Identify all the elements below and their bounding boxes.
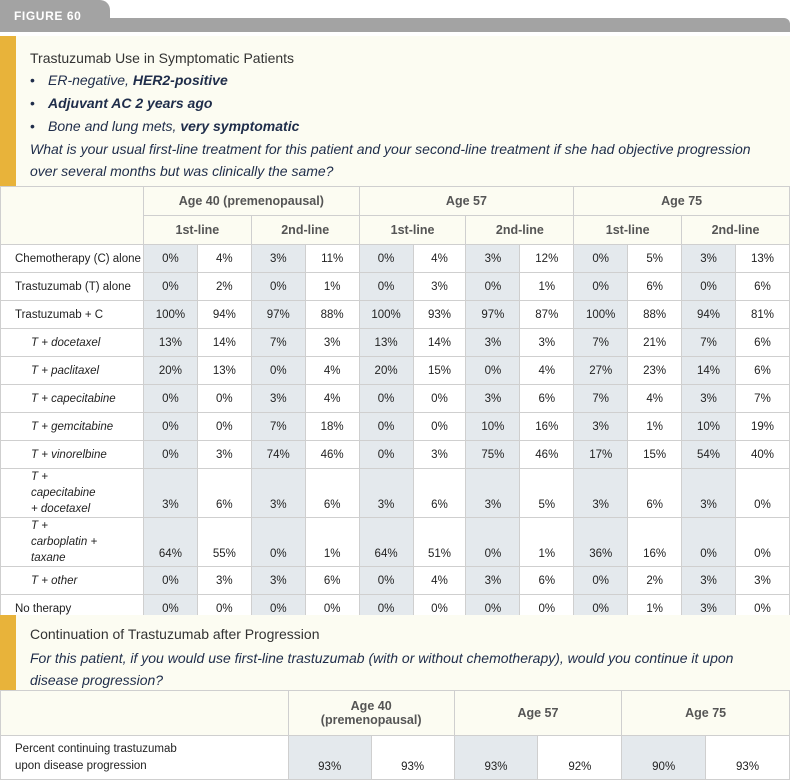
value-cell: 3%	[251, 385, 305, 413]
case-box	[0, 36, 790, 186]
value-cell: 0%	[143, 441, 197, 469]
row-label: T + carboplatin + taxane	[1, 518, 144, 567]
table-row	[1, 357, 790, 385]
value-cell: 3%	[305, 329, 359, 357]
value-cell: 3%	[735, 567, 789, 595]
value-cell: 100%	[143, 301, 197, 329]
value-cell: 6%	[628, 273, 682, 301]
value-cell: 0%	[574, 245, 628, 273]
value-cell: 6%	[413, 469, 466, 518]
table-row	[1, 441, 790, 469]
value-cell: 81%	[735, 301, 789, 329]
value-cell: 3%	[413, 273, 466, 301]
value-cell: 6%	[735, 273, 789, 301]
value-cell: 0%	[520, 595, 574, 623]
value-cell: 14%	[197, 329, 251, 357]
value-cell: 3%	[466, 245, 520, 273]
value-cell: 1%	[628, 595, 682, 623]
value-cell: 6%	[735, 357, 789, 385]
value-cell: 94%	[197, 301, 251, 329]
value-cell: 3%	[251, 567, 305, 595]
value-cell: 3%	[682, 567, 736, 595]
value-cell: 3%	[143, 469, 197, 518]
value-cell: 13%	[735, 245, 789, 273]
value-cell: 87%	[520, 301, 574, 329]
group-header-age40: Age 40 (premenopausal)	[143, 187, 359, 216]
value-cell: 0%	[143, 413, 197, 441]
value-cell: 3%	[682, 595, 736, 623]
value-cell: 88%	[628, 301, 682, 329]
table-row	[1, 385, 790, 413]
value-cell: 51%	[413, 518, 466, 567]
value-cell: 93%	[706, 736, 790, 780]
value-cell: 4%	[305, 357, 359, 385]
subheader: 1st-line	[574, 216, 682, 245]
row-label: No therapy	[1, 595, 144, 623]
table-row	[1, 273, 790, 301]
value-cell: 0%	[359, 413, 413, 441]
value-cell: 23%	[628, 357, 682, 385]
value-cell: 0%	[143, 273, 197, 301]
value-cell: 6%	[197, 469, 251, 518]
value-cell: 4%	[197, 245, 251, 273]
value-cell: 0%	[574, 567, 628, 595]
value-cell: 17%	[574, 441, 628, 469]
row-label: T + capecitabine + docetaxel	[1, 469, 144, 518]
value-cell: 64%	[143, 518, 197, 567]
value-cell: 5%	[520, 469, 574, 518]
case-bullet-2: • Adjuvant AC 2 years ago	[30, 95, 213, 111]
value-cell: 4%	[413, 245, 466, 273]
value-cell: 97%	[251, 301, 305, 329]
value-cell: 74%	[251, 441, 305, 469]
value-cell: 0%	[359, 245, 413, 273]
group-header-age57: Age 57	[359, 187, 574, 216]
value-cell: 0%	[413, 385, 466, 413]
value-cell: 0%	[413, 413, 466, 441]
value-cell: 7%	[251, 413, 305, 441]
row-label: Percent continuing trastuzumab upon disease progression	[1, 736, 289, 780]
subheader: 2nd-line	[466, 216, 574, 245]
group-header-age40: Age 40 (premenopausal)	[288, 691, 454, 736]
value-cell: 3%	[574, 413, 628, 441]
value-cell: 0%	[735, 518, 789, 567]
case-title: Trastuzumab Use in Symptomatic Patients	[30, 50, 295, 66]
value-cell: 7%	[251, 329, 305, 357]
value-cell: 0%	[359, 273, 413, 301]
value-cell: 90%	[622, 736, 706, 780]
value-cell: 12%	[520, 245, 574, 273]
value-cell: 14%	[682, 357, 736, 385]
value-cell: 0%	[466, 273, 520, 301]
value-cell: 100%	[359, 301, 413, 329]
value-cell: 7%	[735, 385, 789, 413]
row-label: T + capecitabine	[1, 385, 144, 413]
value-cell: 3%	[682, 469, 736, 518]
value-cell: 3%	[197, 567, 251, 595]
value-cell: 16%	[628, 518, 682, 567]
value-cell: 7%	[574, 385, 628, 413]
value-cell: 94%	[682, 301, 736, 329]
value-cell: 64%	[359, 518, 413, 567]
row-label: Trastuzumab + C	[1, 301, 144, 329]
subheader: 2nd-line	[251, 216, 359, 245]
value-cell: 93%	[454, 736, 538, 780]
table-row	[1, 567, 790, 595]
value-cell: 1%	[520, 273, 574, 301]
group-header-age75: Age 75	[622, 691, 790, 736]
table-row	[1, 518, 790, 567]
value-cell: 4%	[305, 385, 359, 413]
subheader: 2nd-line	[682, 216, 790, 245]
value-cell: 55%	[197, 518, 251, 567]
value-cell: 3%	[197, 441, 251, 469]
value-cell: 0%	[466, 357, 520, 385]
value-cell: 0%	[466, 595, 520, 623]
value-cell: 1%	[305, 273, 359, 301]
value-cell: 100%	[574, 301, 628, 329]
value-cell: 6%	[628, 469, 682, 518]
figure-label: FIGURE 60	[14, 9, 82, 23]
figure-header-bar	[0, 18, 790, 32]
value-cell: 0%	[466, 518, 520, 567]
row-label: T + paclitaxel	[1, 357, 144, 385]
continuation-table	[0, 690, 790, 780]
value-cell: 2%	[628, 567, 682, 595]
value-cell: 88%	[305, 301, 359, 329]
value-cell: 0%	[251, 595, 305, 623]
value-cell: 13%	[359, 329, 413, 357]
value-cell: 93%	[371, 736, 454, 780]
value-cell: 3%	[520, 329, 574, 357]
row-label: T + other	[1, 567, 144, 595]
value-cell: 92%	[538, 736, 622, 780]
treatment-table-body	[1, 245, 790, 623]
value-cell: 3%	[466, 329, 520, 357]
value-cell: 0%	[359, 385, 413, 413]
value-cell: 3%	[682, 385, 736, 413]
continuation-box	[0, 615, 790, 690]
value-cell: 1%	[520, 518, 574, 567]
value-cell: 4%	[413, 567, 466, 595]
value-cell: 3%	[682, 245, 736, 273]
value-cell: 0%	[413, 595, 466, 623]
value-cell: 6%	[520, 385, 574, 413]
row-label: Chemotherapy (C) alone	[1, 245, 144, 273]
row-label: T + gemcitabine	[1, 413, 144, 441]
value-cell: 6%	[305, 469, 359, 518]
value-cell: 0%	[143, 385, 197, 413]
value-cell: 0%	[735, 469, 789, 518]
value-cell: 20%	[359, 357, 413, 385]
case-question: What is your usual first-line treatment for this patient and your second-line treatment if she had objective progression over several months but was clinically the same?	[30, 141, 751, 179]
value-cell: 0%	[359, 567, 413, 595]
value-cell: 0%	[251, 518, 305, 567]
subheader: 1st-line	[359, 216, 466, 245]
value-cell: 0%	[359, 595, 413, 623]
value-cell: 0%	[574, 595, 628, 623]
table-row	[1, 329, 790, 357]
value-cell: 21%	[628, 329, 682, 357]
value-cell: 13%	[197, 357, 251, 385]
value-cell: 97%	[466, 301, 520, 329]
value-cell: 6%	[735, 329, 789, 357]
case-bullet-3: • Bone and lung mets, very symptomatic	[30, 118, 300, 134]
value-cell: 3%	[466, 567, 520, 595]
value-cell: 6%	[305, 567, 359, 595]
value-cell: 0%	[735, 595, 789, 623]
value-cell: 1%	[628, 413, 682, 441]
table-row	[1, 245, 790, 273]
table-corner	[1, 187, 144, 245]
value-cell: 10%	[682, 413, 736, 441]
value-cell: 0%	[305, 595, 359, 623]
table-row	[1, 301, 790, 329]
value-cell: 0%	[359, 441, 413, 469]
value-cell: 27%	[574, 357, 628, 385]
accent-bar	[0, 615, 16, 690]
value-cell: 0%	[251, 273, 305, 301]
case-bullet-1: • ER-negative, HER2-positive	[30, 72, 228, 88]
value-cell: 7%	[682, 329, 736, 357]
value-cell: 0%	[251, 357, 305, 385]
value-cell: 46%	[520, 441, 574, 469]
continuation-title: Continuation of Trastuzumab after Progression	[30, 626, 320, 642]
value-cell: 19%	[735, 413, 789, 441]
group-header-age57: Age 57	[454, 691, 622, 736]
value-cell: 3%	[359, 469, 413, 518]
value-cell: 4%	[520, 357, 574, 385]
value-cell: 0%	[574, 273, 628, 301]
value-cell: 0%	[143, 595, 197, 623]
value-cell: 40%	[735, 441, 789, 469]
value-cell: 0%	[197, 595, 251, 623]
value-cell: 15%	[628, 441, 682, 469]
value-cell: 10%	[466, 413, 520, 441]
value-cell: 2%	[197, 273, 251, 301]
value-cell: 16%	[520, 413, 574, 441]
figure-tab	[0, 0, 110, 32]
value-cell: 75%	[466, 441, 520, 469]
value-cell: 5%	[628, 245, 682, 273]
value-cell: 46%	[305, 441, 359, 469]
value-cell: 11%	[305, 245, 359, 273]
table-row	[1, 413, 790, 441]
value-cell: 18%	[305, 413, 359, 441]
value-cell: 3%	[251, 469, 305, 518]
value-cell: 3%	[466, 385, 520, 413]
table-corner	[1, 691, 289, 736]
value-cell: 3%	[574, 469, 628, 518]
value-cell: 3%	[466, 469, 520, 518]
group-header-age75: Age 75	[574, 187, 790, 216]
accent-bar	[0, 36, 16, 186]
value-cell: 15%	[413, 357, 466, 385]
treatment-table	[0, 186, 790, 623]
value-cell: 3%	[413, 441, 466, 469]
value-cell: 0%	[143, 245, 197, 273]
value-cell: 36%	[574, 518, 628, 567]
row-label: T + docetaxel	[1, 329, 144, 357]
row-label: T + vinorelbine	[1, 441, 144, 469]
value-cell: 0%	[197, 413, 251, 441]
value-cell: 0%	[682, 273, 736, 301]
value-cell: 0%	[682, 518, 736, 567]
subheader: 1st-line	[143, 216, 251, 245]
value-cell: 7%	[574, 329, 628, 357]
value-cell: 0%	[143, 567, 197, 595]
value-cell: 14%	[413, 329, 466, 357]
value-cell: 20%	[143, 357, 197, 385]
value-cell: 4%	[628, 385, 682, 413]
value-cell: 0%	[197, 385, 251, 413]
value-cell: 93%	[413, 301, 466, 329]
value-cell: 1%	[305, 518, 359, 567]
value-cell: 3%	[251, 245, 305, 273]
row-label: Trastuzumab (T) alone	[1, 273, 144, 301]
value-cell: 93%	[288, 736, 371, 780]
value-cell: 54%	[682, 441, 736, 469]
table-row	[1, 469, 790, 518]
value-cell: 6%	[520, 567, 574, 595]
continuation-question: For this patient, if you would use first-line trastuzumab (with or without chemotherapy), would you continue it upon disease progression?	[30, 650, 734, 688]
value-cell: 13%	[143, 329, 197, 357]
